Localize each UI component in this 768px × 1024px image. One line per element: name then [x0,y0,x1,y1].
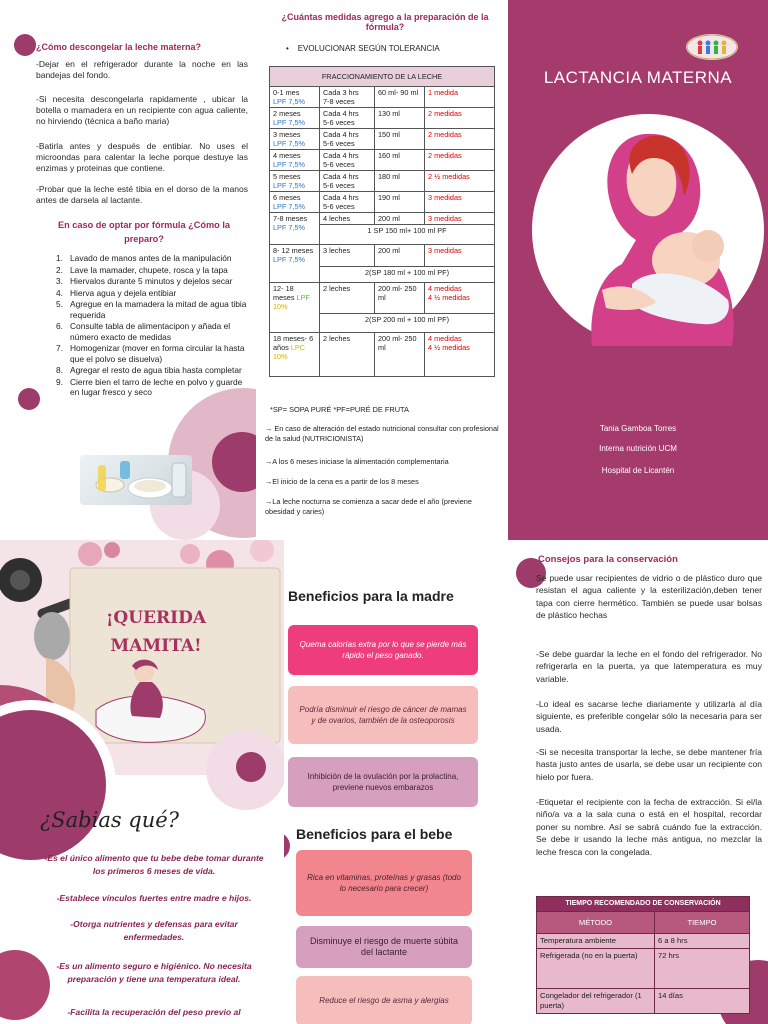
hospital-logo [686,34,738,60]
decor-dot [284,832,290,860]
feeding-fraction-table [269,66,495,377]
conservation-paragraph: -Lo ideal es sacarse leche diariamente y utilizarla al día siguiente, es preferible congelar sólo la necesaria para ser usada. [536,699,762,734]
mother-benefit-card: Inhibición de la ovulación por la prolactina, previene nuevos embarazos [288,757,478,807]
author-role: Interna nutrición UCM [599,444,677,453]
step-item: 9. Cierre bien el tarro de leche en polvo y guarde en lugar fresco y seco [56,376,243,397]
abbreviation-note: *SP= SOPA PURÉ *PF=PURÉ DE FRUTA [270,405,409,414]
mother-breastfeeding-illustration [532,114,764,346]
cover-illustration-circle [532,114,764,346]
thaw-paragraph: -Si necesita descongelarla rapidamente , ubicar la botella o mamadera en un recipiente con agua caliente, no hirviendo (técnica a baño maria) [36,94,248,126]
baby-benefits-title: Beneficios para el bebe [296,826,453,842]
table-row: Temperatura ambiente 6 a 8 hrs [537,934,750,949]
note-item: →A los 6 meses iniciase la alimentación complementaria [265,457,449,466]
fact-item: -Establece vínculos fuertes entre madre e hijos. [56,893,252,903]
did-you-know-heading: ¿Sabias qué? [40,808,179,832]
column-header: MÉTODO [537,912,655,934]
conservation-paragraph: -Etiquetar el recipiente con la fecha de extracción. Si el/la niño/a va a la sala cuna o está en el hospital, recordar poner su nombre. Así se sabrá cuándo fue la extracción. Se debe ir usando la leche más antigua, no mezclar la leche fresca con la congelada. [536,797,762,857]
baby-benefit-card: Disminuye el riesgo de muerte súbita del lactante [296,926,472,968]
note-item: → En caso de alteración del estado nutricional consultar con profesional de la salud (NUTRICIONISTA) [265,424,499,443]
table-row: 5 meses LPF 7,5% Cada 4 hrs 5-6 veces 180 ml 2 ½ medidas [270,171,495,192]
formula-steps-list [36,253,250,399]
baby-benefit-card: Reduce el riesgo de asma y alergias [296,976,472,1024]
step-item: 5. Agregue en la mamadera la mitad de agua tibia requerida [56,299,247,320]
mother-benefit-card: Podría disminuir el riesgo de cáncer de mamas y de ovarios, también de la osteoporosis [288,686,478,744]
thaw-paragraph: -Dejar en el refrigerador durante la noche en las bandejas del fondo. [36,59,248,80]
table-row: 3 meses LPF 7,5% Cada 4 hrs 5-6 veces 150 ml 2 medidas [270,129,495,150]
decor-dot [14,34,36,56]
fact-item: -Facilita la recuperación del peso previo al [67,1007,241,1017]
formula-title: En caso de optar por fórmula ¿Cómo la preparo? [57,220,231,244]
table-row: 2 meses LPF 7,5% Cada 4 hrs 5-6 veces 130 ml 2 medidas [270,108,495,129]
fact-item: -Es el único alimento que tu bebe debe tomar durante los primeros 6 meses de vida. [44,853,264,876]
note-item: →El inicio de la cena es a partir de los 8 meses [265,477,419,486]
mother-benefit-card: Quema calorías extra por lo que se pierde más rápido el peso ganado. [288,625,478,675]
bottles-photo [80,455,192,505]
table-row: 18 meses- 6 años LPC 10% 2 leches 200 ml- 250 ml 4 medidas 4 ½ medidas [270,333,495,377]
author-name: Tania Gamboa Torres [599,424,677,433]
step-item: 8. Agregar el resto de agua tibia hasta completar [56,365,242,375]
banner-text: ¡QUERIDA MAMITA! [105,608,207,656]
thaw-paragraph: -Probar que la leche esté tibia en el dorso de la manos antes de darsela al lactante. [36,184,248,205]
table-row: 12- 18 meses LPF 10% 2 leches 200 ml- 250 ml 4 medidas 4 ½ medidas [270,283,495,314]
tolerance-bullet: • EVOLUCIONAR SEGÚN TOLERANCIA [286,44,440,53]
conservation-paragraph: Se puede usar recipientes de vidrio o de plástico duro que resistan el agua caliente y la esterilización,deben tener tapa con cierre hermético. También se puede usar bolsas de plástico hechas [536,573,762,621]
fact-item: -Es un alimento seguro e higiénico. No necesita preparación y tiene una temperatura ideal. [56,961,252,984]
decor-dot [16,814,38,836]
column-header: TIEMPO [655,912,750,934]
conservation-paragraph: -Si se necesita transportar la leche, se debe mantener fría hasta justo antes de usarla, se debe usar un recipiente con hielo por fuera. [536,747,762,782]
step-item: 2. Lave la mamader, chupete, rosca y la tapa [56,264,228,275]
panel-benefits [284,540,508,1024]
panel-thaw-and-formula [0,0,256,540]
mother-benefits-title: Beneficios para la madre [288,588,454,604]
table-header: TIEMPO RECOMENDADO DE CONSERVACIÓN [537,897,750,912]
panel-conservation [508,540,768,1024]
step-item: 4. Hierva agua y dejela entibiar [56,287,177,298]
note-item: →La leche nocturna se comienza a sacar dede el año (previene obesidad y caries) [265,497,472,516]
table-row: 4 meses LPF 7,5% Cada 4 hrs 5-6 veces 160 ml 2 medidas [270,150,495,171]
decor-dot [236,752,266,782]
conservation-time-table [536,896,750,1014]
table-row: 0-1 mes LPF 7,5% Cada 3 hrs 7-8 veces 60 ml- 90 ml 1 medida [270,87,495,108]
table-row: 2(SP 180 ml + 100 ml PF) [270,267,495,283]
step-item: 7. Homogenizar (mover en forma circular la hasta que el polvo se disuelva) [56,343,245,364]
table-row: 6 meses LPF 7,5% Cada 4 hrs 5-6 veces 190 ml 3 medidas [270,192,495,213]
measures-question: ¿Cuántas medidas agrego a la preparación de la fórmula? [281,12,489,32]
step-item: 3. Hiervalos durante 5 minutos y dejelos secar [56,276,233,286]
family-logo-icon [686,34,738,60]
step-item: 1. Lavado de manos antes de la manipulación [56,253,232,263]
panel-cover [508,0,768,540]
table-row: Refrigerada (no en la puerta) 72 hrs [537,949,750,989]
panel-measures-table [256,0,508,540]
panel-did-you-know [0,540,284,1024]
conservation-title: Consejos para la conservación [538,554,678,565]
cover-title: LACTANCIA MATERNA [543,68,733,87]
step-item: 6. Consulte tabla de alimentacipon y añada el número exacto de medidas [56,321,231,342]
baby-benefit-card: Rica en vitaminas, proteínas y grasas (todo lo necesario para crecer) [296,850,472,916]
bottles-illustration [80,455,192,505]
author-place: Hospital de Licantén [601,466,675,475]
table-row: 8- 12 meses LPF 7,5% 3 leches 200 ml 3 medidas [270,245,495,267]
thaw-paragraph: -Batirla antes y después de entibiar. No uses el microondas para calentar la leche porque destuye las enzimas y proteinas que contiene. [36,141,248,173]
thaw-title: ¿Cómo descongelar la leche materna? [36,42,202,52]
table-row: 7-8 meses LPF 7,5% 4 leches 200 ml 3 medidas [270,213,495,225]
table-row: 2(SP 200 ml + 100 ml PF) [270,314,495,333]
fact-item: -Otorga nutrientes y defensas para evitar enfermedades. [70,919,238,942]
table-row: Congelador del refrigerador (1 puerta) 14 días [537,989,750,1014]
table-header: FRACCIONAMIENTO DE LA LECHE [270,67,495,87]
conservation-paragraph: -Se debe guardar la leche en el fondo del refrigerador. No refrigerarla en la puerta, ya que latemperatura es muy variable. [536,649,762,684]
table-row: 1 SP 150 ml+ 100 ml PF [270,225,495,245]
